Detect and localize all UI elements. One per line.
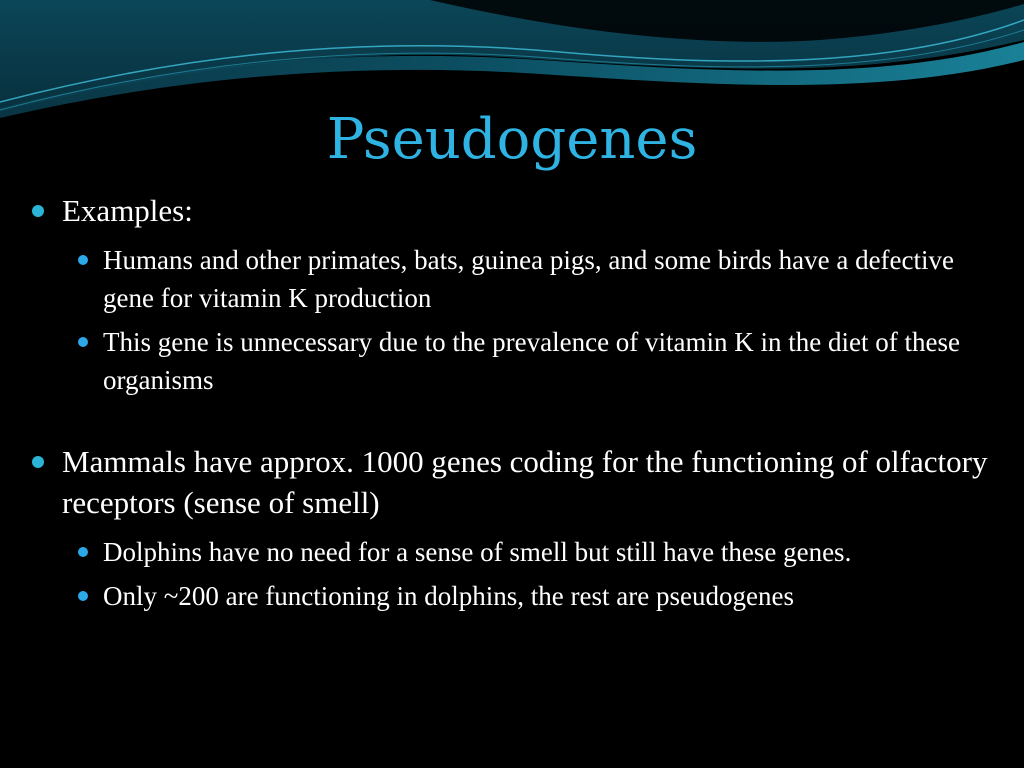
bullet-text: Mammals have approx. 1000 genes coding for the functioning of olfactory receptors (sense of smell) [62,444,988,520]
sub-bullet-text: Humans and other primates, bats, guinea pigs, and some birds have a defective gene for vitamin K production [103,245,955,313]
sub-bullet-dot-icon [78,337,88,347]
bullet-examples [28,190,988,231]
sub-bullet-dot-icon [78,547,88,557]
sub-bullet-text: Dolphins have no need for a sense of smell but still have these genes. [103,537,852,567]
sub-bullet-dolphins-genes [28,533,988,571]
sub-bullet-dot-icon [78,591,88,601]
bullet-dot-icon [32,456,44,468]
slide-content [28,190,988,615]
bullet-text: Examples: [62,193,193,228]
sub-bullet-dot-icon [78,255,88,265]
sub-bullet-vitamin-k-gene [28,241,988,317]
sub-bullet-text: Only ~200 are functioning in dolphins, the rest are pseudogenes [103,581,794,611]
slide-title: Pseudogenes [326,107,698,172]
bullet-olfactory-genes [28,441,988,523]
sub-bullet-text: This gene is unnecessary due to the prevalence of vitamin K in the diet of these organisms [103,327,960,395]
bullet-dot-icon [32,205,44,217]
sub-bullet-dolphins-functioning [28,577,988,615]
sub-bullet-vitamin-k-diet [28,323,988,399]
